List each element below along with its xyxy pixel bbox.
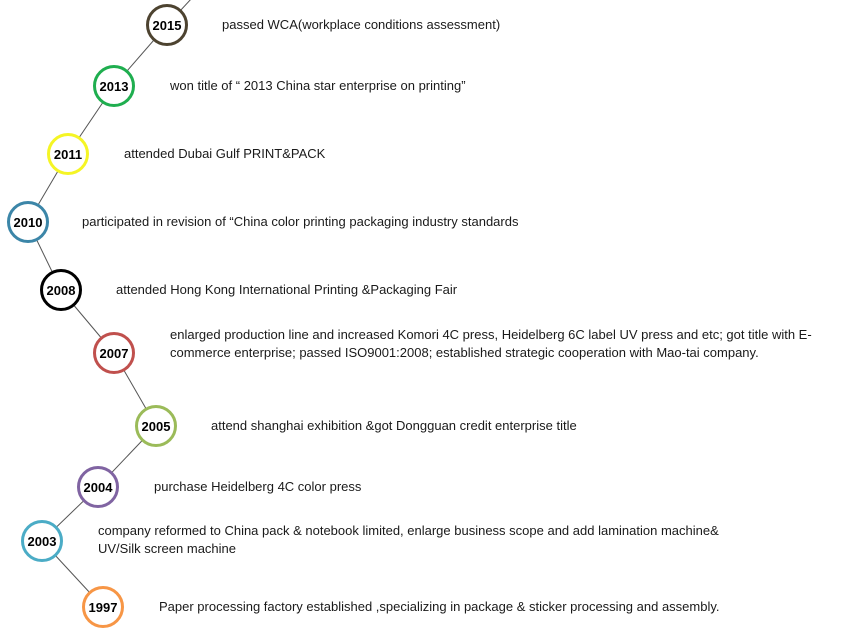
year-node-2003: 2003 [21,520,63,562]
event-description-2011: attended Dubai Gulf PRINT&PACK [124,146,326,161]
event-description-2005: attend shanghai exhibition &got Dongguan credit enterprise title [211,418,577,433]
event-description-2015: passed WCA(workplace conditions assessment) [222,17,501,32]
year-node-2005: 2005 [135,405,177,447]
event-description-2008: attended Hong Kong International Printing &Packaging Fair [116,282,458,297]
event-description-2010: participated in revision of “China color printing packaging industry standards [82,214,519,229]
year-node-2004: 2004 [77,466,119,508]
year-node-2008: 2008 [40,269,82,311]
year-node-2015: 2015 [146,4,188,46]
event-description-2013: won title of “ 2013 China star enterprise on printing” [170,78,466,93]
year-node-2013: 2013 [93,65,135,107]
year-node-2011: 2011 [47,133,89,175]
event-description-1997: Paper processing factory established ,specializing in package & sticker processing and assembly. [159,599,720,614]
event-description-2003: company reformed to China pack & notebook limited, enlarge business scope and add lamination machine& UV/Silk screen machine [98,523,719,556]
year-node-2010: 2010 [7,201,49,243]
event-description-2004: purchase Heidelberg 4C color press [154,479,362,494]
year-node-2007: 2007 [93,332,135,374]
event-description-2007: enlarged production line and increased Komori 4C press, Heidelberg 6C label UV press and etc; got title with E-commerce enterprise; passed ISO9001:2008; established strategic cooperation with Mao-tai company. [170,327,812,360]
year-node-1997: 1997 [82,586,124,628]
